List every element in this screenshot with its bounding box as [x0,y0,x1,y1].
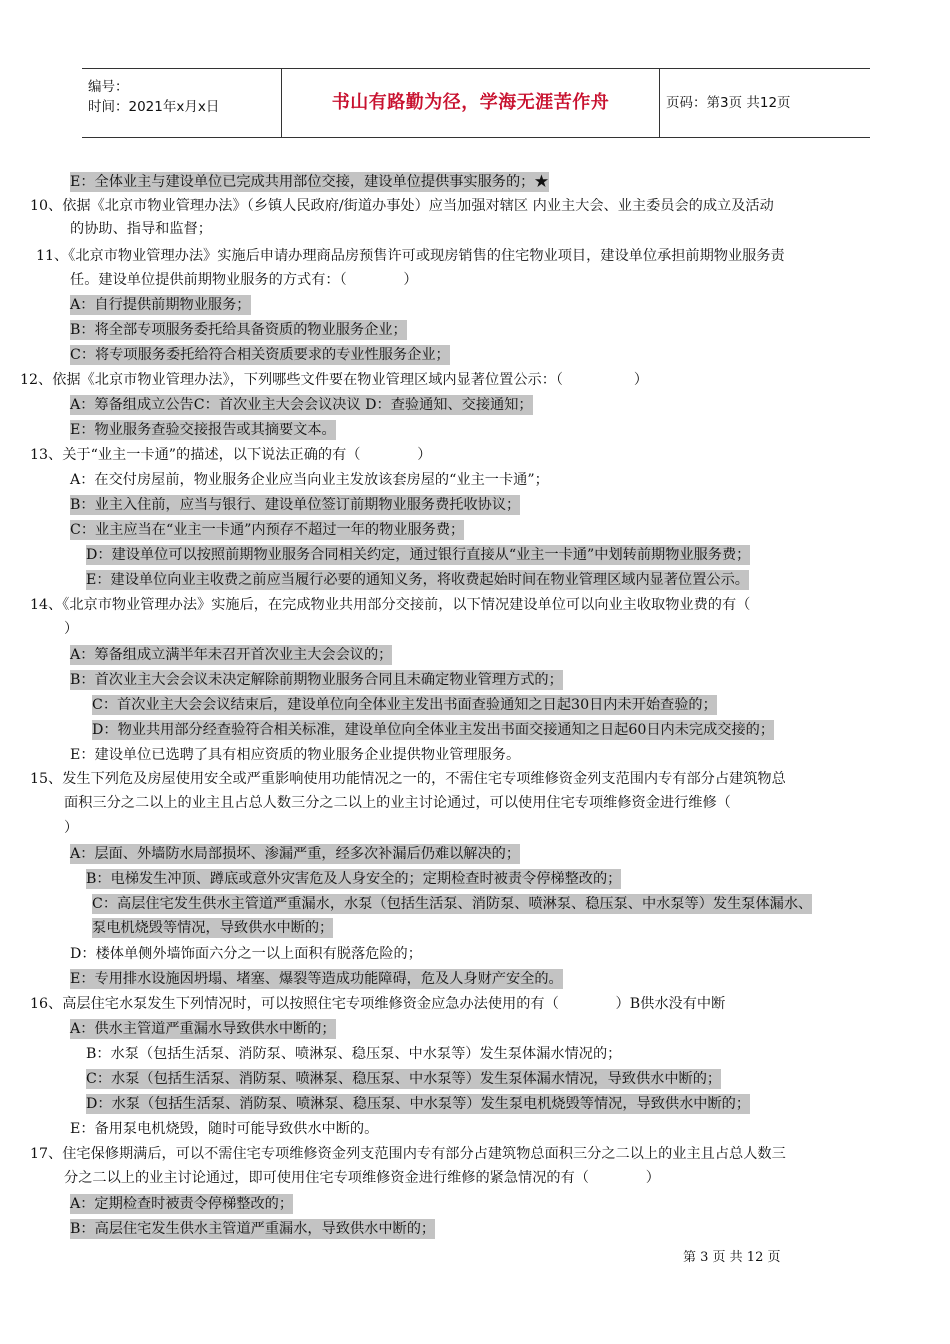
option-line: E：备用泵电机烧毁，随时可能导致供水中断的。 [70,1121,379,1137]
option-line: D：物业共用部分经查验符合相关标准，建设单位向全体业主发出书面交接通知之日起60日内未完成交接的； [92,722,775,738]
option-line: E：建设单位已选聘了具有相应资质的物业服务企业提供物业管理服务。 [70,747,521,763]
option-line: B：高层住宅发生供水主管道严重漏水，导致供水中断的； [70,1221,436,1237]
option-line: A：定期检查时被责令停梯整改的； [70,1196,294,1212]
motto-text: 书山有路勤为径，学海无涯苦作舟 [331,92,610,113]
question-17: 17、住宅保修期满后，可以不需住宅专项维修资金列支范围内专有部分占建筑物总面积三分之二以上的业主且占总人数三 [30,1146,786,1162]
text-line: E：全体业主与建设单位已完成共用部位交接，建设单位提供事实服务的；★ [70,174,549,190]
option-line: A：筹备组成立公告C：首次业主大会会议决议 D：查验通知、交接通知； [70,397,533,413]
option-line: A：供水主管道严重漏水导致供水中断的； [70,1021,336,1037]
time-label: 时间：2021年x月x日 [88,99,220,115]
option-line: B：首次业主大会会议未决定解除前期物业服务合同且未确定物业管理方式的； [70,672,563,688]
question-15: 15、发生下列危及房屋使用安全或严重影响使用功能情况之一的，不需住宅专项维修资金列支范围内专有部分占建筑物总 [30,771,786,787]
question-13: 13、关于“业主一卡通”的描述，以下说法正确的有（ ） [30,447,432,463]
text-line: ） [64,621,79,637]
option-line: A：层面、外墙防水局部损坏、渗漏严重，经多次补漏后仍难以解决的； [70,846,521,862]
option-line: E：专用排水设施因坍塌、堵塞、爆裂等造成功能障碍，危及人身财产安全的。 [70,971,563,987]
option-line: B：将全部专项服务委托给具备资质的物业服务企业； [70,322,407,338]
option-line: B：水泵（包括生活泵、消防泵、喷淋泵、稳压泵、中水泵等）发生泵体漏水情况的； [86,1046,622,1062]
question-11: 11、《北京市物业管理办法》实施后申请办理商品房预售许可或现房销售的住宅物业项目，建设单位承担前期物业服务责 [36,248,785,264]
text-line: ） [64,820,79,836]
option-line: C：首次业主大会会议结束后，建设单位向全体业主发出书面查验通知之日起30日内未开始查验的； [92,697,717,713]
page-header [82,68,870,138]
question-16: 16、高层住宅水泵发生下列情况时，可以按照住宅专项维修资金应急办法使用的有（ ）B供水没有中断 [30,996,726,1012]
option-line: C：将专项服务委托给符合相关资质要求的专业性服务企业； [70,347,450,363]
text-line: 任。建设单位提供前期物业服务的方式有：（ ） [70,272,418,288]
number-label: 编号： [88,79,129,95]
option-line: C：业主应当在“业主一卡通”内预存不超过一年的物业服务费； [70,522,465,538]
text-line: 的协助、指导和监督； [70,221,212,237]
option-line: B：业主入住前，应当与银行、建设单位签订前期物业服务费托收协议； [70,497,521,513]
option-line: A：筹备组成立满半年未召开首次业主大会会议的； [70,647,393,663]
option-line: E：建设单位向业主收费之前应当履行必要的通知义务，将收费起始时间在物业管理区域内显著位置公示。 [86,572,749,588]
option-line: C：水泵（包括生活泵、消防泵、喷淋泵、稳压泵、中水泵等）发生泵体漏水情况，导致供水中断的； [86,1071,722,1087]
header-meta [82,69,282,137]
text-line: 分之二以上的业主讨论通过，即可使用住宅专项维修资金进行维修的紧急情况的有（ ） [64,1170,660,1186]
option-line: D：楼体单侧外墙饰面六分之一以上面积有脱落危险的； [70,946,422,962]
option-line: D：建设单位可以按照前期物业服务合同相关约定，通过银行直接从“业主一卡通”中划转前期物业服务费； [86,547,751,563]
header-motto-cell [282,69,660,137]
question-10: 10、依据《北京市物业管理办法》（乡镇人民政府/街道办事处）应当加强对辖区 内业主大会、业主委员会的成立及活动 [30,198,774,214]
option-line: A：在交付房屋前，物业服务企业应当向业主发放该套房屋的“业主一卡通”； [70,472,549,488]
page-footer: 第 3 页 共 12 页 [683,1250,781,1265]
option-line: E：物业服务查验交接报告或其摘要文本。 [70,422,336,438]
question-12: 12、依据《北京市物业管理办法》，下列哪些文件要在物业管理区域内显著位置公示：（ ） [20,372,649,388]
question-14: 14、《北京市物业管理办法》实施后，在完成物业共用部分交接前，以下情况建设单位可以向业主收取物业费的有（ [30,597,751,613]
option-line: D：水泵（包括生活泵、消防泵、喷淋泵、稳压泵、中水泵等）发生泵电机烧毁等情况，导致供水中断的； [86,1096,751,1112]
text-line: 面积三分之二以上的业主且占总人数三分之二以上的业主讨论通过，可以使用住宅专项维修资金进行维修（ [64,795,731,811]
option-line: B：电梯发生冲顶、蹲底或意外灾害危及人身安全的；定期检查时被责令停梯整改的； [86,871,622,887]
option-line: C：高层住宅发生供水主管道严重漏水，水泵（包括生活泵、消防泵、喷淋泵、稳压泵、中水泵等）发生泵体漏水、 [92,896,813,912]
option-line: 泵电机烧毁等情况，导致供水中断的； [92,920,334,936]
page-info: 页码：第3页 共12页 [666,95,791,111]
option-line: A：自行提供前期物业服务； [70,297,251,313]
